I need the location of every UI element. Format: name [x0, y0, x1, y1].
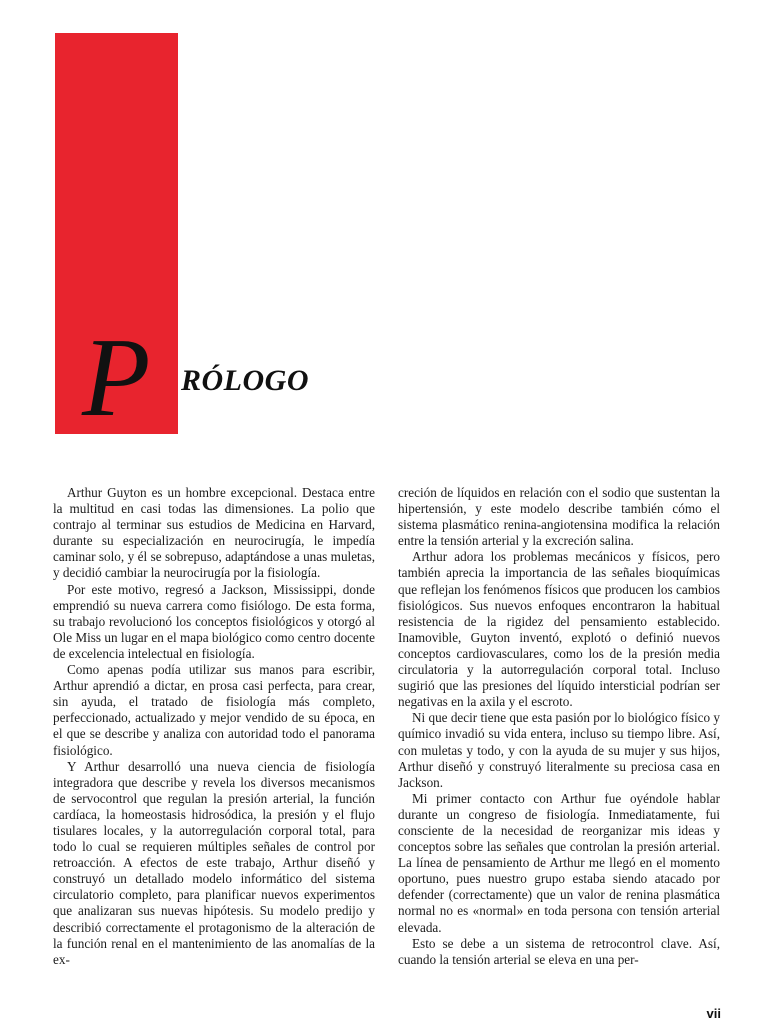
paragraph: Ni que decir tiene que esta pasión por lo biológico físico y químico invadió su vida entera, incluso su tiempo libre. Así, con muletas y todo, y con la ayuda de su mujer y sus hijos, Arthur diseñó y construyó literalmente su preciosa casa en Jackson.: [398, 710, 720, 790]
page-title: RÓLOGO: [181, 364, 309, 397]
paragraph: Y Arthur desarrolló una nueva ciencia de fisiología integradora que describe y revela los diversos mecanismos de servocontrol que regulan la presión arterial, la función cardíaca, la homeostasis hidrosódica, la presión y el flujo tisulares locales, y la autorregulación corporal total, para todo lo cual se requieren múltiples señales de control por retroacción. A efectos de este trabajo, Arthur diseñó y construyó un detallado modelo informático del sistema circulatorio completo, para planificar nuevos experimentos que analizaran sus nuevas hipótesis. Su modelo predijo y describió correctamente el protagonismo de la alteración de la función renal en el mantenimiento de las anomalías de la ex-: [53, 758, 375, 967]
title-drop-cap: P: [82, 316, 151, 440]
paragraph: Por este motivo, regresó a Jackson, Mississippi, donde emprendió su nueva carrera como fisiólogo. De esta forma, su trabajo revolucionó los conceptos fisiológicos y otorgó al Ole Miss un lugar en el mapa biológico como centro docente de excelencia intelectual en fisiología.: [53, 581, 375, 661]
right-text-column: [398, 485, 720, 968]
paragraph: Arthur adora los problemas mecánicos y físicos, pero también aprecia la importancia de las señales bioquímicas que reflejan los fenómenos físicos que producen los cambios fisiológicos. Sus nuevos enfoques encontraron la habitual resistencia de la rigidez del pensamiento establecido. Inamovible, Guyton inventó, explotó o definió nuevos conceptos cardiovasculares, como los de la presión media circulatoria y la autorregulación corporal total. Incluso sugirió que las presiones del líquido intersticial podrían ser negativas en la axila y el escroto.: [398, 549, 720, 710]
paragraph: Mi primer contacto con Arthur fue oyéndole hablar durante un congreso de fisiología. Inmediatamente, fui consciente de la necesidad de reorganizar mis ideas y conceptos sobre las señales que controlan la presión arterial. La línea de pensamiento de Arthur me llegó en el momento oportuno, pues nuestro grupo estaba siendo atacado por defender (correctamente) que un valor de renina plasmática normal no es «normal» en toda persona con tensión arterial elevada.: [398, 790, 720, 935]
left-text-column: [53, 485, 375, 968]
paragraph: Esto se debe a un sistema de retrocontrol clave. Así, cuando la tensión arterial se eleva en una per-: [398, 935, 720, 967]
paragraph: Arthur Guyton es un hombre excepcional. Destaca entre la multitud en casi todas las dimensiones. La polio que contrajo al terminar sus estudios de Medicina en Harvard, durante su especialización en neurocirugía, le impedía caminar solo, y él se sobrepuso, adaptándose a unas muletas, y decidió cambiar la neurocirugía por la fisiología.: [53, 485, 375, 581]
paragraph-continuation: creción de líquidos en relación con el sodio que sustentan la hipertensión, y este modelo describe también cómo el sistema plasmático renina-angiotensina modifica la relación entre la tensión arterial y la excreción salina.: [398, 485, 720, 549]
paragraph: Como apenas podía utilizar sus manos para escribir, Arthur aprendió a dictar, en prosa casi perfecta, para crear, sin ayuda, el tratado de fisiología más completo, perfeccionado, actualizado y mejor vendido de su época, en el que se describe y analiza con autoridad todo el panorama fisiológico.: [53, 662, 375, 758]
page-number: vii: [706, 1006, 721, 1021]
